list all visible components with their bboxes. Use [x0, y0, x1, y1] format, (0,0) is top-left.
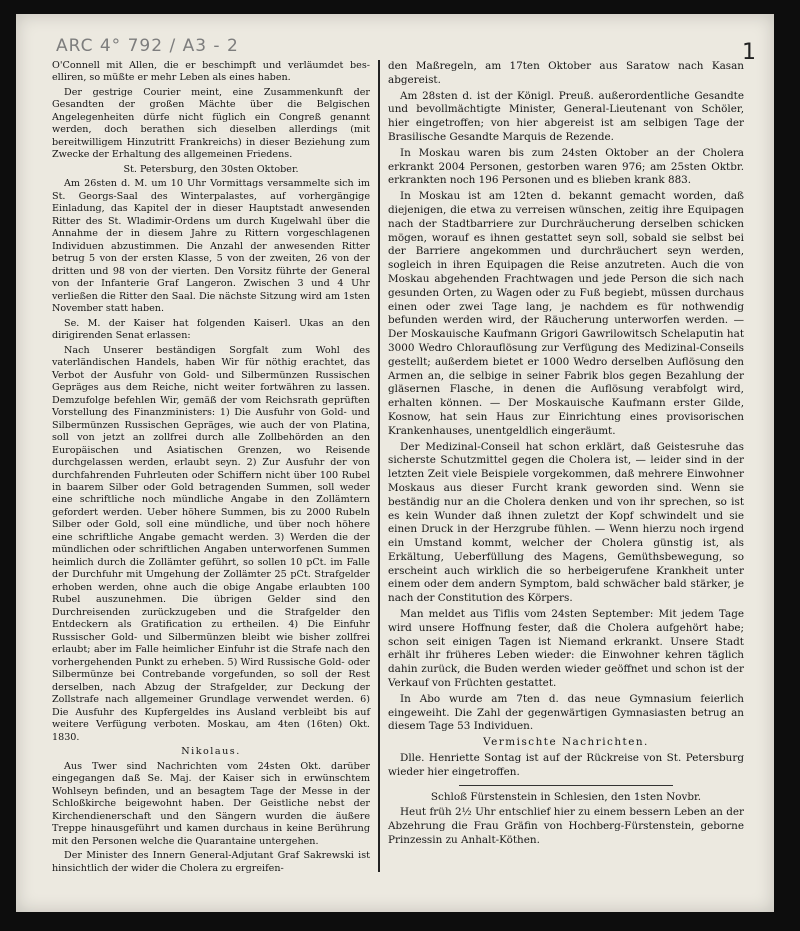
- archive-label: ARC 4° 792 / A3 - 2: [56, 36, 239, 56]
- page-number: 1: [742, 40, 756, 65]
- signature-nikolaus: Nikolaus.: [181, 746, 241, 758]
- right-paragraph-4: In Moskau ist am 12ten d. bekannt gemacht worden, daß diejenigen, die etwa zu verreisen wünschen, zeitig ihre Equipagen nach der Stadtbarriere zur Durchräucherung derselben schicken mögen, worauf es ihnen gestattet seyn soll, sobald sie selbst bei der Barriere angekommen und durchräuchert seyn werden, sogleich in ihren Equipagen die Reise anzutreten. Auch die von Moskau abgehenden Frachtwagen und jede Person die sich nach gesunden Orten, zu Wagen oder zu Fuß begiebt, müssen durchaus einen oder zwei Tage lang, je nachdem es für nothwendig befunden werden wird, der Räucherung unterworfen werden. — Der Moskauische Kaufmann Grigori Gawrilowitsch Schelaputin hat 3000 Wedro Chlorauflösung zur Verfügung des Medizinal-Conseils gestellt; außerdem bietet er 1000 Wedro derselben Auflösung den Armen an, die selbige in seiner Fabrik blos gegen Bezahlung der gläsernen Flasche, in denen die Auflösung verabfolgt wird, erhalten können. — Der Moskauische Kaufmann erster Gilde, Kosnow, hat sein Haus zur Einrichtung eines provisorischen Krankenhauses, unentgeldlich eingeräumt.: [388, 190, 744, 437]
- right-paragraph-5: Der Medizinal-Conseil hat schon erklärt, daß Geistesruhe das sicherste Schutzmittel gegen die Cholera ist, — leider sind in der letzten Zeit viele Beispiele vorgekommen, daß mehrere Einwohner Moskaus aus dieser Furcht krank geworden sind. Wenn sie beständig nur an die Cholera denken und von ihr sprechen, so ist es kein Wunder daß ihnen zuletzt der Kopf schwindelt und sie einen Druck in der Herzgrube fühlen. — Wenn hierzu noch irgend ein Umstand kommt, welcher der Cholera günstig ist, als Erkältung, Ueberfüllung des Magens, Gemüthsbewegung, so erscheint auch wirklich die so herbeigerufene Krankheit unter einem oder dem andern Symptom, bald schwächer bald stärker, je nach der Constitution des Körpers.: [388, 440, 744, 605]
- left-paragraph-6: Aus Twer sind Nachrichten vom 24sten Okt. darüber eingegangen daß Se. Maj. der Kaiser sich in erwünschtem Wohlseyn befinden, und an besagtem Tage der Messe in der Schloßkirche beigewohnt haben. Der Geistliche nebst der Kirchendienerschaft und den Sängern wurden die äußere Treppe hinausgeführt und kamen durchaus in keine Berührung mit den Personen welche die Quarantaine untergehen.: [52, 760, 370, 847]
- newspaper-page: [16, 14, 774, 912]
- left-paragraph-5: Nach Unserer beständigen Sorgfalt zum Wohl des vaterländischen Handels, haben Wir für nöthig erachtet, das Verbot der Ausfuhr von Gold- und Silbermünzen Russischen Gepräges aus dem Reiche, nicht weiter fortwähren zu lassen. Demzufolge befehlen Wir, gemäß der vom Reichsrath geprüften Vorstellung des Finanzministers: 1) Die Ausfuhr von Gold- und Silbermünzen Russischen Gepräges, wie auch der von Platina, soll von jetzt an zollfrei durch alle Zollbehörden an den Europäischen und Asiatischen Grenzen, wo Reisende durchgelassen werden, erlaubt seyn. 2) Zur Ausfuhr der von durchfahrenden Fuhrleuten oder Schiffern nicht über 100 Rubel in baarem Silber oder Gold betragenden Summen, soll weder eine schriftliche noch mündliche Angabe in den Zollämtern gefordert werden. Ueber höhere Summen, bis zu 2000 Rubeln Silber oder Gold, soll eine mündliche, und über noch höhere eine schriftliche Angabe gemacht werden. 3) Werden die der mündlichen oder schriftlichen Angaben unterworfenen Summen heimlich durch die Zollämter geführt, so sollen 10 pCt. im Falle der Durchfuhr mit Umgehung der Zollämter 25 pCt. Strafgelder erhoben werden, ohne auch die obige Angabe erlaubten 100 Rubel auszunehmen. Die übrigen Gelder sind den Durchreisenden zurückzugeben und die Strafgelder den Entdeckern als Gratification zu ertheilen. 4) Die Einfuhr Russischer Gold- und Silbermünzen bleibt wie bisher zollfrei erlaubt; aber im Falle heimlicher Einfuhr ist die Strafe nach den vorhergehenden Punkt zu erheben. 5) Wird Russische Gold- oder Silbermünze bei Contrebande vorgefunden, so soll der Rest derselben, nach Abzug der Strafgelder, zur Deckung der Zollstrafe nach allgemeiner Grundlage verwendet werden. 6) Die Ausfuhr des Kupfergeldes ins Ausland verbleibt bis auf weitere Verfügung verboten. Moskau, am 4ten (16ten) Okt. 1830.: [52, 344, 370, 743]
- column-rule: [378, 60, 380, 872]
- section-separator: [459, 785, 673, 786]
- right-paragraph-7: In Abo wurde am 7ten d. das neue Gymnasium feierlich eingeweiht. Die Zahl der gegenwärtigen Gymnasiasten betrug an diesem Tage 53 Individuen.: [388, 692, 744, 733]
- left-paragraph-2: Der gestrige Courier meint, eine Zusammenkunft der Gesandten der großen Mächte über die Belgischen Angelegenheiten dürfe nicht füglich ein Congreß genannt werden, doch berathen sich dieselben allerdings (mit bereitwilligem Hinzutritt Frankreichs) in dieser Beziehung zum Zwecke der Erhaltung des allgemeinen Friedens.: [52, 86, 370, 161]
- final-paragraph: Heut früh 2½ Uhr entschlief hier zu einem bessern Leben an der Abzehrung die Frau Gräfin von Hochberg-Fürstenstein, geborne Prinzessin zu Anhalt-Köthen.: [388, 806, 744, 847]
- misc-heading: Vermischte Nachrichten.: [483, 736, 649, 749]
- right-paragraph-1: den Maßregeln, am 17ten Oktober aus Saratow nach Kasan abgereist.: [388, 60, 744, 86]
- right-column: [388, 60, 744, 850]
- right-paragraph-3: In Moskau waren bis zum 24sten Oktober an der Cholera erkrankt 2004 Personen, gestorben waren 976; am 25sten Oktbr. erkrankten noch 196 Personen und es blieben krank 883.: [388, 146, 744, 187]
- left-paragraph-4: Se. M. der Kaiser hat folgenden Kaiserl. Ukas an den dirigirenden Senat erlassen:: [52, 317, 370, 342]
- misc-paragraph: Dlle. Henriette Sontag ist auf der Rückreise von St. Petersburg wieder hier eingetroffen.: [388, 752, 744, 778]
- left-column: [52, 60, 370, 877]
- dateline-petersburg: St. Petersburg, den 30sten Oktober.: [123, 163, 299, 175]
- right-paragraph-6: Man meldet aus Tiflis vom 24sten September: Mit jedem Tage wird unsere Hoffnung fester, daß die Cholera aufgehört habe; schon seit einigen Tagen ist Niemand erkrankt. Unsere Stadt erhält ihr früheres Leben wieder: die Einwohner kehren täglich dahin zurück, die Buden werden wieder geöffnet und schon ist der Verkauf von Früchten gestattet.: [388, 608, 744, 690]
- left-paragraph-7: Der Minister des Innern General-Adjutant Graf Sakrewski ist hinsichtlich der wider die Cholera zu ergreifen-: [52, 850, 370, 874]
- left-paragraph-1: O'Connell mit Allen, die er beschimpft und verläumdet beselliren, so müßte er mehr Leben als eines haben.: [52, 60, 370, 84]
- dateline-fuerstenstein: Schloß Fürstenstein in Schlesien, den 1sten Novbr.: [430, 790, 702, 803]
- right-paragraph-2: Am 28sten d. ist der Königl. Preuß. außerordentliche Gesandte und bevollmächtigte Minister, General-Lieutenant von Schöler, hier eingetroffen; von hier abgereist ist am selbigen Tage der Brasilische Gesandte Marquis de Rezende.: [388, 89, 744, 143]
- left-paragraph-3: Am 26sten d. M. um 10 Uhr Vormittags versammelte sich im St. Georgs-Saal des Winterpalastes, auf vorhergängige Einladung, das Kapitel der in dieser Hauptstadt anwesenden Ritter des St. Wladimir-Ordens um durch Kugelwahl über die Annahme der in diesem Jahre zu Rittern vorgeschlagenen Individuen abzustimmen. Die Anzahl der anwesenden Ritter betrug 5 von der ersten Klasse, 5 von der zweiten, 26 von der dritten und 98 von der vierten. Den Vorsitz führte der General von der Infanterie Graf Langeron. Zwischen 3 und 4 Uhr verließen die Ritter den Saal. Die nächste Sitzung wird am 1sten November statt haben.: [52, 178, 370, 315]
